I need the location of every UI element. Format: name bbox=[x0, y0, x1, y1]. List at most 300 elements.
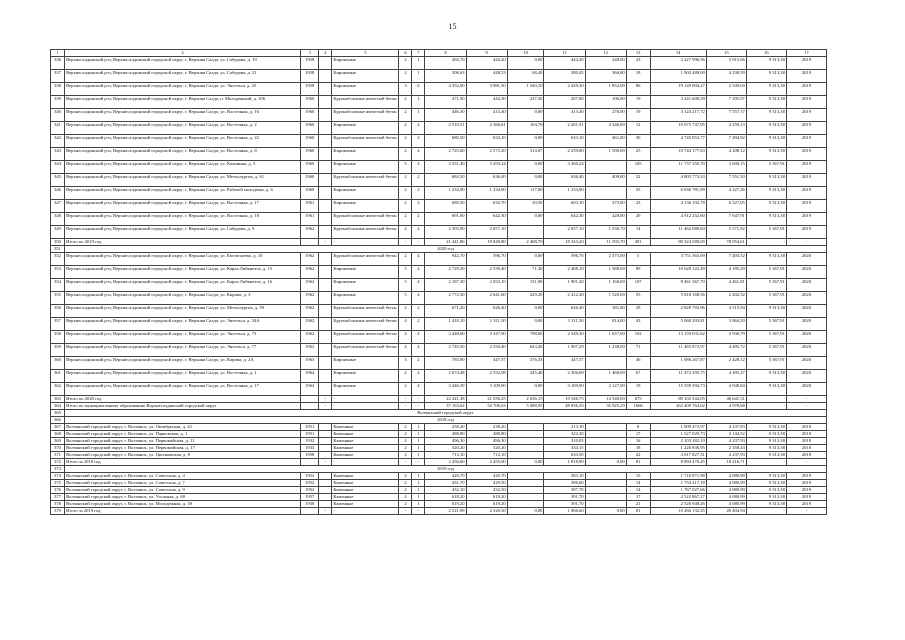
table-row bbox=[51, 200, 827, 213]
data-cell: 4 208,12 bbox=[706, 148, 746, 161]
data-cell: 391,70 bbox=[544, 494, 585, 501]
data-cell: Кирпичные bbox=[332, 292, 399, 305]
data-cell: 2 bbox=[399, 452, 412, 459]
address-cell: Верхнесалдинский р-н, Верхнесалдинский городской округ, г. Верхняя Салда, ул. Восточная, д. 2 bbox=[65, 122, 301, 135]
data-cell: 413,40 bbox=[544, 109, 585, 122]
data-cell: 9 313,38 bbox=[746, 438, 786, 445]
data-cell: 2019 bbox=[786, 473, 826, 480]
row-number-cell: 373 bbox=[51, 466, 65, 473]
data-cell bbox=[319, 487, 332, 494]
data-cell bbox=[319, 494, 332, 501]
data-cell: 2 575,00 bbox=[585, 253, 626, 266]
data-cell: 16 bbox=[626, 438, 650, 445]
data-cell: 19 149 004,27 bbox=[650, 83, 706, 96]
data-cell: 18 bbox=[626, 445, 650, 452]
data-cell: 5 bbox=[626, 253, 650, 266]
address-cell: Верхнесалдинский р-н, Верхнесалдинский городской округ, г. Верхняя Салда, ул. Энгельса, д. 25 bbox=[65, 83, 301, 96]
data-cell: Крупноблочные ячеистый бетон bbox=[332, 318, 399, 331]
data-cell: 1 009 473,97 bbox=[650, 424, 706, 431]
data-cell bbox=[507, 501, 544, 508]
data-cell: 3 bbox=[399, 83, 412, 96]
data-cell: 1961 bbox=[301, 213, 319, 226]
data-cell bbox=[319, 383, 332, 396]
data-cell: 3 981,50 bbox=[466, 83, 507, 96]
data-cell: 3 751 365,69 bbox=[650, 253, 706, 266]
data-cell bbox=[585, 438, 626, 445]
data-cell: 2019 bbox=[786, 109, 826, 122]
data-cell: 11 737 350,70 bbox=[650, 161, 706, 174]
data-cell: 5 367,91 bbox=[746, 318, 786, 331]
data-cell: 9 313,38 bbox=[746, 83, 786, 96]
data-cell: 2019 bbox=[786, 83, 826, 96]
data-cell: 5 367,91 bbox=[746, 331, 786, 344]
row-number-cell: 355 bbox=[51, 292, 65, 305]
data-cell: 1 bbox=[412, 445, 425, 452]
data-cell: 9 313,38 bbox=[746, 501, 786, 508]
data-cell: 2019 bbox=[786, 213, 826, 226]
row-number-cell: 343 bbox=[51, 148, 65, 161]
data-cell: 1 966,60 bbox=[544, 508, 585, 515]
address-cell: Верхнесалдинский р-н, Верхнесалдинский городской округ, г. Верхняя Салда, ул. Сабурова, д. 19 bbox=[65, 57, 301, 70]
data-cell: 2 526 948,26 bbox=[650, 501, 706, 508]
data-cell: 9 313,38 bbox=[746, 122, 786, 135]
column-number-cell: 4 bbox=[319, 50, 332, 57]
data-cell: 4 bbox=[412, 266, 425, 279]
row-number-cell: 342 bbox=[51, 135, 65, 148]
table-row bbox=[51, 445, 827, 452]
row-number-cell: 379 bbox=[51, 508, 65, 515]
data-cell: 2 745,50 bbox=[425, 344, 466, 357]
data-cell: - bbox=[412, 403, 425, 410]
data-cell: Кирпичные bbox=[332, 57, 399, 70]
data-cell: Каменные bbox=[332, 445, 399, 452]
row-number-cell: 345 bbox=[51, 174, 65, 187]
data-cell: 25 bbox=[626, 148, 650, 161]
data-cell: 3 446,39 bbox=[425, 383, 466, 396]
data-cell bbox=[319, 174, 332, 187]
data-cell: 596,70 bbox=[544, 253, 585, 266]
data-cell: 798,60 bbox=[507, 331, 544, 344]
data-cell: 2 428,12 bbox=[706, 357, 746, 370]
data-cell: 447,37 bbox=[544, 357, 585, 370]
data-cell: 4 bbox=[412, 292, 425, 305]
data-cell: 1962 bbox=[301, 331, 319, 344]
data-cell: 0,00 bbox=[507, 459, 544, 466]
data-cell: 102 bbox=[626, 331, 650, 344]
data-cell: 0,00 bbox=[585, 508, 626, 515]
data-cell: 2020 bbox=[786, 370, 826, 383]
data-cell: 4 bbox=[412, 148, 425, 161]
data-cell bbox=[319, 370, 332, 383]
data-cell: - bbox=[746, 508, 786, 515]
data-cell: 1 bbox=[412, 487, 425, 494]
section-header-row bbox=[51, 246, 827, 253]
data-cell: 4 bbox=[412, 344, 425, 357]
data-cell: - bbox=[332, 508, 399, 515]
table-row bbox=[51, 161, 827, 174]
data-cell: 2 bbox=[399, 480, 412, 487]
data-cell: 9 313,38 bbox=[746, 174, 786, 187]
data-cell: 814,00 bbox=[585, 318, 626, 331]
data-cell: 380,45 bbox=[544, 70, 585, 83]
row-number-cell: 339 bbox=[51, 96, 65, 109]
data-cell: 1 901,20 bbox=[544, 279, 585, 292]
data-cell: - bbox=[412, 239, 425, 246]
data-cell: 633,10 bbox=[544, 135, 585, 148]
data-cell: Кирпичные bbox=[332, 161, 399, 174]
data-cell: 9 313,38 bbox=[746, 494, 786, 501]
data-cell: 310,03 bbox=[544, 438, 585, 445]
data-cell: 520,20 bbox=[425, 445, 466, 452]
data-cell: 4 495,27 bbox=[706, 370, 746, 383]
data-cell: Крупноблочные ячеистый бетон bbox=[332, 331, 399, 344]
total-row bbox=[51, 239, 827, 246]
data-cell: 2019 bbox=[786, 480, 826, 487]
data-cell: 2 261,91 bbox=[544, 122, 585, 135]
data-cell: 420,70 bbox=[466, 473, 507, 480]
data-cell: 9 313,38 bbox=[746, 200, 786, 213]
data-cell: 4 bbox=[399, 344, 412, 357]
data-cell: 17 bbox=[626, 494, 650, 501]
data-cell: 2 bbox=[399, 174, 412, 187]
data-cell: 5 bbox=[399, 279, 412, 292]
data-cell: 1 086 267,87 bbox=[650, 357, 706, 370]
data-cell bbox=[585, 494, 626, 501]
row-number-cell: 351 bbox=[51, 246, 65, 253]
data-cell: 2 bbox=[399, 187, 412, 200]
data-cell: 9 313,38 bbox=[746, 187, 786, 200]
data-cell: 2 bbox=[412, 187, 425, 200]
data-cell: 2020 bbox=[786, 279, 826, 292]
data-cell: 2019 bbox=[786, 174, 826, 187]
data-cell: 1951 bbox=[301, 431, 319, 438]
data-cell: 1960 bbox=[301, 109, 319, 122]
table-row bbox=[51, 187, 827, 200]
data-cell bbox=[301, 396, 319, 403]
data-cell bbox=[507, 480, 544, 487]
row-number-cell: 361 bbox=[51, 370, 65, 383]
data-cell: 1 907,29 bbox=[544, 344, 585, 357]
data-cell: 1958 bbox=[301, 452, 319, 459]
data-cell: 3 109,90 bbox=[466, 383, 507, 396]
data-cell: 2 510,51 bbox=[425, 122, 466, 135]
data-cell: Крупноблочные ячеистый бетон bbox=[332, 96, 399, 109]
data-cell bbox=[507, 424, 544, 431]
data-cell: 2 358,43 bbox=[706, 445, 746, 452]
address-cell: Верхнесалдинский р-н, Верхнесалдинский городской округ, г. Верхняя Салда, ул. Восточная, д. 16 bbox=[65, 109, 301, 122]
data-cell: 506,63 bbox=[425, 70, 466, 83]
data-cell: 2019 bbox=[786, 161, 826, 174]
column-number-cell: 5 bbox=[332, 50, 399, 57]
data-cell: 4 136 192,78 bbox=[650, 200, 706, 213]
data-cell: 3 551,40 bbox=[425, 161, 466, 174]
data-cell: 9 313,38 bbox=[746, 70, 786, 83]
data-cell bbox=[319, 344, 332, 357]
data-cell: 5 367,91 bbox=[746, 279, 786, 292]
address-cell: Верхнесалдинский р-н, Верхнесалдинский городской округ, г. Верхняя Салда, ул. Восточная, д. 8 bbox=[65, 148, 301, 161]
data-cell: 5 088,95 bbox=[507, 403, 544, 410]
address-cell: Верхнесалдинский р-н, Верхнесалдинский городской округ, г. Верхняя Салда, ул. Карла Либкнехта, д. 16 bbox=[65, 279, 301, 292]
table-row bbox=[51, 83, 827, 96]
table-row bbox=[51, 279, 827, 292]
data-cell: Каменные bbox=[332, 452, 399, 459]
data-cell: 2 bbox=[399, 501, 412, 508]
data-cell: 5 367,91 bbox=[746, 266, 786, 279]
data-cell: 10 266 132,25 bbox=[650, 508, 706, 515]
table-row bbox=[51, 305, 827, 318]
data-cell: 2019 bbox=[786, 501, 826, 508]
data-cell: 229,20 bbox=[507, 292, 544, 305]
data-cell bbox=[319, 57, 332, 70]
data-cell: - bbox=[319, 396, 332, 403]
address-cell: Верхнесалдинский р-н, Верхнесалдинский городской округ, г. Верхняя Салда, ул. Восточная, д. 22 bbox=[65, 135, 301, 148]
data-cell bbox=[319, 266, 332, 279]
data-cell: 2 057,10 bbox=[544, 226, 585, 239]
total-row bbox=[51, 508, 827, 515]
data-cell: Крупноблочные ячеистый бетон bbox=[332, 174, 399, 187]
data-cell: 2 bbox=[399, 487, 412, 494]
row-number-cell: 368 bbox=[51, 431, 65, 438]
data-cell: 4 259,13 bbox=[706, 122, 746, 135]
data-cell: 4 080,99 bbox=[706, 501, 746, 508]
data-cell: 2 bbox=[399, 438, 412, 445]
data-cell: 3 448,60 bbox=[425, 331, 466, 344]
data-cell: 626,40 bbox=[544, 305, 585, 318]
data-cell: 633,70 bbox=[466, 200, 507, 213]
data-cell: 2 057,10 bbox=[466, 226, 507, 239]
data-cell: 8 bbox=[626, 424, 650, 431]
row-number-cell: 336 bbox=[51, 57, 65, 70]
data-cell: 12 bbox=[626, 122, 650, 135]
data-cell: 29 bbox=[626, 213, 650, 226]
data-cell: 4 745 053,77 bbox=[650, 135, 706, 148]
data-cell: 29 bbox=[626, 305, 650, 318]
section-title: 2020 год bbox=[65, 246, 827, 253]
data-cell: 448,53 bbox=[466, 70, 507, 83]
data-cell: 7 647,91 bbox=[706, 213, 746, 226]
data-cell: 86 bbox=[626, 83, 650, 96]
data-cell: - bbox=[399, 403, 412, 410]
data-cell: 0,00 bbox=[507, 383, 544, 396]
data-cell bbox=[301, 508, 319, 515]
address-cell: Итого по 2020 год bbox=[65, 396, 301, 403]
data-cell: 4 185,29 bbox=[706, 266, 746, 279]
data-cell: 496,30 bbox=[466, 438, 507, 445]
data-cell: 7 295,97 bbox=[706, 96, 746, 109]
data-cell: 461,00 bbox=[585, 135, 626, 148]
data-cell: 1958 bbox=[301, 70, 319, 83]
data-cell: 1 160,00 bbox=[585, 279, 626, 292]
data-cell bbox=[507, 226, 544, 239]
table-row bbox=[51, 452, 827, 459]
column-number-cell: 8 bbox=[425, 50, 466, 57]
data-cell: 4 346,00 bbox=[585, 122, 626, 135]
data-cell: Крупноблочные ячеистый бетон bbox=[332, 109, 399, 122]
data-cell: 446,30 bbox=[425, 109, 466, 122]
data-cell: 4 bbox=[412, 122, 425, 135]
table-row bbox=[51, 318, 827, 331]
data-cell: 5 367,91 bbox=[746, 161, 786, 174]
column-number-row bbox=[51, 50, 827, 57]
data-cell: 376,33 bbox=[507, 357, 544, 370]
data-cell: 633,50 bbox=[544, 452, 585, 459]
data-cell: Кирпичные bbox=[332, 122, 399, 135]
data-cell: 1952 bbox=[301, 487, 319, 494]
data-cell: 5 bbox=[399, 292, 412, 305]
data-cell: 444,30 bbox=[466, 96, 507, 109]
data-cell: 37 163,62 bbox=[425, 403, 466, 410]
data-cell bbox=[585, 452, 626, 459]
data-cell: 1 bbox=[412, 494, 425, 501]
address-cell: Верхнесалдинский р-н, Верхнесалдинский городской округ, г. Верхняя Салда, ул. Кирова, д. 2А bbox=[65, 357, 301, 370]
data-cell: 9 313,38 bbox=[746, 109, 786, 122]
data-cell bbox=[319, 431, 332, 438]
data-cell: 4 237,93 bbox=[706, 438, 746, 445]
address-cell: Волчанский городской округ, г. Волчанск, ул. Угольная, д. 60 bbox=[65, 494, 301, 501]
data-cell: 2 bbox=[399, 200, 412, 213]
data-cell: 4 948,84 bbox=[706, 383, 746, 396]
section-header-row bbox=[51, 417, 827, 424]
total-row bbox=[51, 396, 827, 403]
data-cell: 1958 bbox=[301, 83, 319, 96]
table-row bbox=[51, 148, 827, 161]
data-cell: 381,00 bbox=[585, 305, 626, 318]
data-cell: 2 bbox=[399, 109, 412, 122]
row-number-cell: 341 bbox=[51, 122, 65, 135]
data-cell: 2 520,50 bbox=[466, 508, 507, 515]
data-cell: 2 bbox=[412, 318, 425, 331]
data-cell: 3 864,50 bbox=[706, 318, 746, 331]
data-cell: 2 bbox=[412, 213, 425, 226]
data-cell: 0,00 bbox=[507, 174, 544, 187]
data-cell: 2018 bbox=[786, 431, 826, 438]
data-cell: 675 bbox=[626, 396, 650, 403]
data-cell: 9 313,38 bbox=[746, 135, 786, 148]
section-header-row bbox=[51, 410, 827, 417]
data-cell: 4 080,99 bbox=[706, 473, 746, 480]
data-cell: 2 674,48 bbox=[425, 370, 466, 383]
data-cell: 5 818 168,56 bbox=[650, 292, 706, 305]
data-cell: Крупноблочные ячеистый бетон bbox=[332, 344, 399, 357]
data-cell: - bbox=[319, 239, 332, 246]
data-cell: 9 313,38 bbox=[746, 370, 786, 383]
data-cell: 4 805 773,33 bbox=[650, 174, 706, 187]
data-cell: - bbox=[786, 508, 826, 515]
data-cell bbox=[301, 403, 319, 410]
column-number-cell: 17 bbox=[786, 50, 826, 57]
table-row bbox=[51, 370, 827, 383]
data-cell: 15 bbox=[626, 473, 650, 480]
data-cell: 1960 bbox=[301, 148, 319, 161]
data-cell bbox=[319, 135, 332, 148]
data-cell bbox=[319, 305, 332, 318]
row-number-cell: 366 bbox=[51, 417, 65, 424]
data-cell: 35 925,29 bbox=[585, 403, 626, 410]
address-cell: Итого за 2019 год bbox=[65, 508, 301, 515]
table-row bbox=[51, 357, 827, 370]
data-cell bbox=[319, 357, 332, 370]
data-cell bbox=[319, 501, 332, 508]
data-cell: 5 367,91 bbox=[746, 357, 786, 370]
data-cell: 22 bbox=[626, 174, 650, 187]
data-cell: 783,90 bbox=[425, 357, 466, 370]
table-row bbox=[51, 331, 827, 344]
data-cell: Каменные bbox=[332, 501, 399, 508]
row-number-cell: 359 bbox=[51, 344, 65, 357]
data-cell: 0,00 bbox=[507, 508, 544, 515]
data-cell: Каменные bbox=[332, 431, 399, 438]
data-cell: 9 313,38 bbox=[746, 305, 786, 318]
data-cell: 30,50 bbox=[507, 200, 544, 213]
data-cell: 3 260,24 bbox=[544, 161, 585, 174]
data-cell: 11 593,70 bbox=[585, 239, 626, 246]
row-number-cell: 360 bbox=[51, 357, 65, 370]
data-cell: 105 bbox=[626, 161, 650, 174]
data-cell: 2020 bbox=[786, 266, 826, 279]
data-cell: 2019 bbox=[786, 148, 826, 161]
data-cell: 81 bbox=[626, 508, 650, 515]
data-cell bbox=[319, 226, 332, 239]
data-cell: 2018 bbox=[786, 445, 826, 452]
data-cell: 2019 bbox=[786, 200, 826, 213]
data-cell: 2 429,30 bbox=[544, 83, 585, 96]
data-cell: 4 bbox=[399, 318, 412, 331]
data-cell: 107 bbox=[626, 279, 650, 292]
total-row bbox=[51, 403, 827, 410]
address-cell: Волчанский городской округ, г. Волчанск, ул. Советская, д. 4 bbox=[65, 473, 301, 480]
data-cell: Каменные bbox=[332, 494, 399, 501]
data-cell: 3 930,79 bbox=[706, 331, 746, 344]
data-cell: 383,10 bbox=[544, 473, 585, 480]
data-cell: - bbox=[746, 239, 786, 246]
data-cell: Кирпичные bbox=[332, 357, 399, 370]
data-cell: Крупноблочные ячеистый бетон bbox=[332, 305, 399, 318]
data-cell: - bbox=[786, 396, 826, 403]
data-cell: 4 495,72 bbox=[706, 344, 746, 357]
data-cell: 10 075 747,95 bbox=[650, 122, 706, 135]
data-cell: 619,20 bbox=[466, 501, 507, 508]
data-cell: 1 bbox=[412, 452, 425, 459]
data-cell: 1 bbox=[412, 109, 425, 122]
data-cell: 1962 bbox=[301, 279, 319, 292]
data-cell: 3 293,24 bbox=[466, 161, 507, 174]
data-cell: 2 bbox=[412, 305, 425, 318]
row-number-cell: 348 bbox=[51, 213, 65, 226]
data-cell: 1 754 417,18 bbox=[650, 480, 706, 487]
data-cell: 4 bbox=[412, 370, 425, 383]
data-cell bbox=[319, 331, 332, 344]
column-number-cell: 1 bbox=[51, 50, 65, 57]
data-cell: 2 636,15 bbox=[507, 396, 544, 403]
column-number-cell: 7 bbox=[412, 50, 425, 57]
data-cell: 642,30 bbox=[544, 213, 585, 226]
data-cell: Крупноблочные ячеистый бетон bbox=[332, 213, 399, 226]
row-number-cell: 347 bbox=[51, 200, 65, 213]
data-cell: 2 bbox=[399, 370, 412, 383]
column-number-cell: 3 bbox=[301, 50, 319, 57]
data-cell: 4 bbox=[412, 279, 425, 292]
data-cell: 2020 bbox=[786, 318, 826, 331]
column-number-cell: 15 bbox=[706, 50, 746, 57]
data-cell: 14 bbox=[626, 480, 650, 487]
data-cell: 2020 bbox=[786, 253, 826, 266]
table-row bbox=[51, 135, 827, 148]
data-cell: 2 539,40 bbox=[466, 266, 507, 279]
data-cell bbox=[585, 473, 626, 480]
data-cell: 2 552,08 bbox=[466, 370, 507, 383]
total-row bbox=[51, 459, 827, 466]
data-cell: 1957 bbox=[301, 494, 319, 501]
